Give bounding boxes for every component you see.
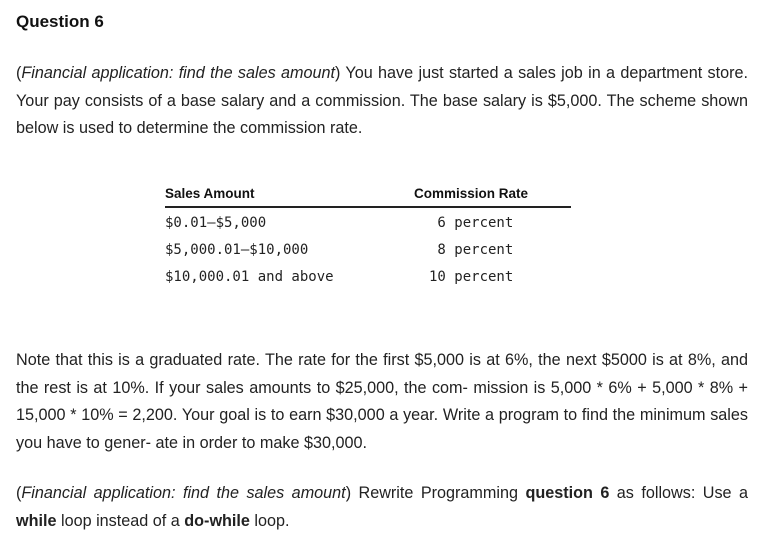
rewrite-text: loop instead of a — [56, 511, 185, 530]
rewrite-text: as follows: Use a — [609, 484, 749, 502]
intro-text: You have just started a sales job in a department store. Your pay consists of a base salary and a commission. The base salary is $5,000. The scheme shown below is used to determine the commission rate. — [16, 64, 749, 137]
question-title: Question 6 — [16, 12, 104, 31]
intro-label: Financial application: find the sales amount — [21, 64, 336, 82]
rewrite-text: Rewrite Programming — [351, 484, 526, 502]
rewrite-do-while: do-while — [184, 511, 250, 530]
header-rule — [165, 206, 571, 208]
table-cell-rate: 10 percent — [429, 269, 514, 285]
rewrite-label: Financial application: find the sales amount — [21, 484, 346, 502]
rewrite-text: loop. — [249, 511, 290, 530]
table-cell-sales: $0.01–$5,000 — [165, 215, 267, 231]
rewrite-question-ref: question 6 — [525, 484, 610, 502]
header-commission-rate: Commission Rate — [414, 186, 529, 201]
table-cell-sales: $5,000.01–$10,000 — [165, 242, 309, 258]
note-paragraph: Note that this is a graduated rate. The rate for the first $5,000 is at 6%, the next $5000 is at 8%, and the rest is at 10%. If your sales amounts to $25,000, the com- mission is 5,000 * 6% + 5,000 * 8% + 15,000 * 10% = 2,200. Your goal is to earn $30,000 a year. Write a program to find the minimum sales you have to gener- ate in order to make $30,000. — [16, 351, 748, 452]
rewrite-paragraph: (Financial application: find the sales amount) Rewrite Programming question 6 as follows: Use a while loop instead of a do-while loop. — [16, 484, 749, 530]
intro-paragraph: (Financial application: find the sales amount) You have just started a sales job in a department store. Your pay consists of a base salary and a commission. The base salary is $5,000. The scheme shown below is used to determine the commission rate. — [16, 64, 749, 137]
table-cell-rate: 6 percent — [429, 215, 514, 231]
header-sales-amount: Sales Amount — [165, 186, 255, 201]
table-cell-sales: $10,000.01 and above — [165, 269, 334, 285]
rewrite-while: while — [16, 511, 57, 530]
table-cell-rate: 8 percent — [429, 242, 514, 258]
